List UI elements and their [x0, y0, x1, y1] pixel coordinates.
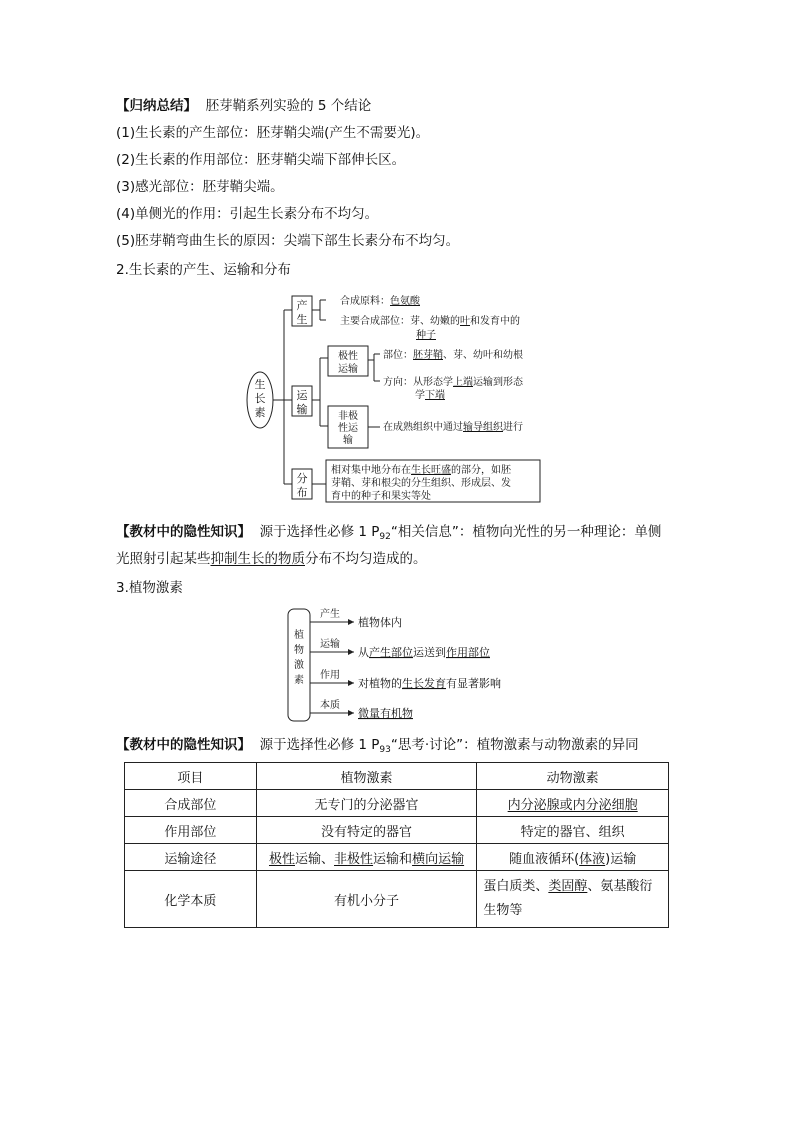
hidden2-text-a: 源于选择性必修 1 P: [259, 737, 380, 753]
summary-item-2: (2)生长素的作用部位：胚芽鞘尖端下部伸长区。: [116, 152, 406, 168]
hidden-knowledge-1: [116, 522, 661, 547]
row1-label: 合成部位: [125, 790, 257, 817]
table-row: [125, 871, 669, 928]
node-produce-1: 产: [296, 299, 308, 312]
polar-direction-2: 学下端: [415, 390, 445, 401]
hidden2-bracket: 【教材中的隐性知识】: [116, 737, 251, 753]
row-nature: 微量有机物: [358, 707, 413, 720]
svg-text:植: 植: [294, 630, 304, 641]
row-produce: 植物体内: [358, 616, 402, 629]
plant-hormone-diagram: [286, 606, 506, 726]
raw-material: 合成原料：色氨酸: [340, 296, 420, 307]
hidden1-bracket: 【教材中的隐性知识】: [116, 524, 251, 540]
row4-label: 化学本质: [125, 871, 257, 928]
row3-label: 运输途径: [125, 844, 257, 871]
nonpolar-1: 非极: [338, 411, 358, 422]
hidden-knowledge-2: [116, 735, 639, 760]
hormone-comparison-table: [124, 762, 669, 928]
synthesis-seed: 种子: [416, 330, 436, 341]
summary-item-1: (1)生长素的产生部位：胚芽鞘尖端(产生不需要光)。: [116, 125, 430, 141]
row-transport: 从产生部位运送到作用部位: [358, 646, 490, 659]
section-3-heading: 3.植物激素: [116, 580, 183, 596]
row4-animal: 蛋白质类、类固醇、氨基酸衍 生物等: [477, 871, 669, 928]
table-header-row: [125, 763, 669, 790]
svg-text:物: 物: [294, 645, 304, 656]
node-produce-2: 生: [296, 313, 308, 326]
table-row: [125, 844, 669, 871]
node-transport-1: 运: [296, 389, 308, 402]
row4-plant: 有机小分子: [256, 871, 477, 928]
hidden1-line2-b: 分布不均匀造成的。: [305, 551, 427, 567]
auxin-root-1: 生: [254, 378, 266, 391]
row3-animal: 随血液循环(体液)运输: [477, 844, 669, 871]
auxin-root-2: 长: [254, 392, 266, 405]
distribution-2: 芽鞘、芽和根尖的分生组织、形成层、发: [331, 478, 511, 489]
auxin-diagram: [240, 288, 560, 503]
label-produce: 产生: [320, 609, 340, 620]
summary-title-text: 胚芽鞘系列实验的 5 个结论: [205, 98, 372, 114]
summary-item-5: (5)胚芽鞘弯曲生长的原因：尖端下部生长素分布不均匀。: [116, 233, 460, 249]
distribution-3: 育中的种子和果实等处: [331, 491, 431, 502]
summary-item-3: (3)感光部位：胚芽鞘尖端。: [116, 179, 284, 195]
hidden-knowledge-1-line2: [116, 549, 427, 569]
header-animal: 动物激素: [477, 763, 669, 790]
row1-plant: 无专门的分泌器官: [256, 790, 477, 817]
label-transport: 运输: [320, 639, 340, 650]
svg-text:激: 激: [294, 660, 304, 671]
node-transport-2: 输: [296, 403, 308, 416]
distribution-1: 相对集中地分布在生长旺盛的部分，如胚: [331, 465, 511, 476]
header-item: 项目: [125, 763, 257, 790]
polar-part: 部位：胚芽鞘、芽、幼叶和幼根: [383, 350, 523, 361]
row2-label: 作用部位: [125, 817, 257, 844]
summary-bracket: 【归纳总结】: [116, 98, 197, 114]
synthesis-site: 主要合成部位：芽、幼嫩的叶和发育中的: [340, 316, 520, 327]
row3-plant: 极性运输、非极性运输和横向运输: [256, 844, 477, 871]
summary-title: [116, 96, 371, 116]
polar-2: 运输: [338, 364, 358, 375]
hidden2-sub: 93: [379, 745, 391, 755]
node-distribute-1: 分: [296, 472, 308, 485]
label-function: 作用: [320, 670, 340, 681]
row2-animal: 特定的器官、组织: [477, 817, 669, 844]
hidden1-line2-u: 抑制生长的物质: [210, 551, 305, 567]
polar-1: 极性: [338, 351, 358, 362]
node-distribute-2: 布: [296, 486, 308, 499]
nonpolar-3: 输: [343, 435, 353, 446]
label-nature: 本质: [320, 700, 340, 711]
auxin-root-3: 素: [254, 406, 266, 419]
svg-text:素: 素: [294, 675, 304, 686]
header-plant: 植物激素: [256, 763, 477, 790]
row-function: 对植物的生长发育有显著影响: [358, 677, 501, 690]
row2-plant: 没有特定的器官: [256, 817, 477, 844]
summary-item-4: (4)单侧光的作用：引起生长素分布不均匀。: [116, 206, 379, 222]
hidden1-text-a: 源于选择性必修 1 P: [259, 524, 380, 540]
section-2-heading: 2.生长素的产生、运输和分布: [116, 262, 291, 278]
hidden1-text-b: “相关信息”：植物向光性的另一种理论：单侧: [390, 524, 662, 540]
table-row: [125, 790, 669, 817]
polar-direction: 方向：从形态学上端运输到形态: [383, 377, 523, 388]
hidden1-line2-a: 光照射引起某些: [116, 551, 211, 567]
hidden2-text-b: “思考·讨论”：植物激素与动物激素的异同: [390, 737, 639, 753]
row1-animal: 内分泌腺或内分泌细胞: [477, 790, 669, 817]
table-row: [125, 817, 669, 844]
nonpolar-text: 在成熟组织中通过输导组织进行: [383, 422, 523, 433]
hidden1-sub: 92: [379, 532, 391, 542]
nonpolar-2: 性运: [338, 423, 358, 434]
